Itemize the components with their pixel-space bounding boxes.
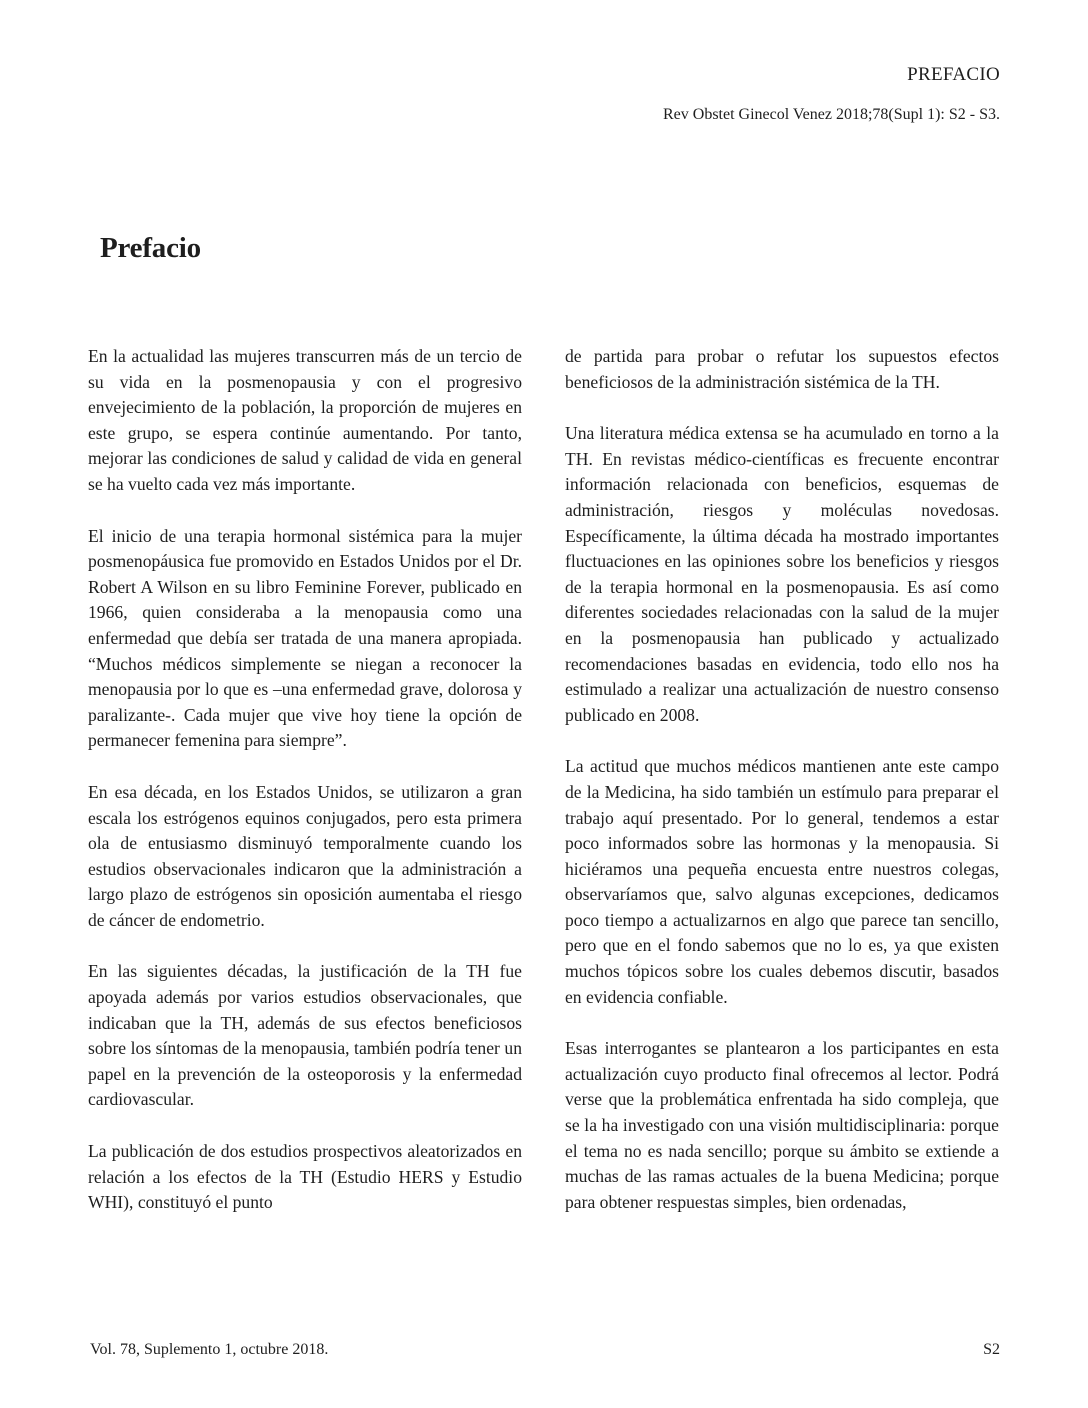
paragraph: En esa década, en los Estados Unidos, se utilizaron a gran escala los estrógenos equinos conjugados, pero esta primera ola de entusiasmo disminuyó temporalmente cuando los estudios observacionales indicaron que la administración a largo plazo de estrógenos sin oposición aumentaba el riesgo de cáncer de endometrio. (88, 781, 522, 930)
left-column (88, 344, 522, 1242)
paragraph: En las siguientes décadas, la justificación de la TH fue apoyada además por varios estudios observacionales, que indicaban que la TH, además de sus efectos beneficiosos sobre los síntomas de la menopausia, también podría tener un papel en la prevención de la osteoporosis y la enfermedad cardiovascular. (88, 961, 522, 1110)
right-column (565, 344, 999, 1241)
article-title: Prefacio (100, 232, 201, 264)
paragraph: Esas interrogantes se plantearon a los participantes en esta actualización cuyo producto final ofrecemos al lector. Podrá verse que la problemática enfrentada ha sido compleja, que se la ha investigado con una visión multidisciplinaria: porque el tema no es nada sencillo; porque su ámbito se extiende a muchas de las ramas actuales de la buena Medicina; porque para obtener respuestas simples, bien ordenadas, (565, 1038, 999, 1212)
paragraph: La publicación de dos estudios prospectivos aleatorizados en relación a los efectos de la TH (Estudio HERS y Estudio WHI), constituyó el punto (88, 1141, 522, 1213)
paragraph: El inicio de una terapia hormonal sistémica para la mujer posmenopáusica fue promovido en Estados Unidos por el Dr. Robert A Wilson en su libro Feminine Forever, publicado en 1966, quien consideraba a la menopausia como una enfermedad que debía ser tratada de una manera apropiada. “Muchos médicos simplemente se niegan a reconocer la menopausia por lo que es –una enfermedad grave, dolorosa y paralizante-. Cada mujer que vive hoy tiene la opción de permanecer femenina para siempre”. (88, 525, 522, 751)
footer-volume: Vol. 78, Suplemento 1, octubre 2018. (90, 1341, 329, 1358)
paragraph: Una literatura médica extensa se ha acumulado en torno a la TH. En revistas médico-científicas es frecuente encontrar información relacionada con beneficios, esquemas de administración, riesgos y moléculas novedosas. Específicamente, la última década ha mostrado importantes fluctuaciones en las opiniones sobre los beneficios y riesgos de la terapia hormonal en la posmenopausia. Es así como diferentes sociedades relacionadas con la salud de la mujer en la posmenopausia han publicado y actualizado recomendaciones basadas en evidencia, todo ello nos ha estimulado a realizar una actualización de nuestro consenso publicado en 2008. (565, 423, 999, 725)
journal-citation: Rev Obstet Ginecol Venez 2018;78(Supl 1): S2 - S3. (662, 106, 1000, 123)
page-number: S2 (983, 1341, 1000, 1358)
paragraph: La actitud que muchos médicos mantienen ante este campo de la Medicina, ha sido también un estímulo para preparar el trabajo aquí presentado. Por lo general, tendemos a estar poco informados sobre las hormonas y la menopausia. Si hiciéramos una pequeña encuesta entre nuestros colegas, observaríamos que, salvo algunas excepciones, dedicamos poco tiempo a actualizarnos en algo que parece tan sencillo, pero que en el fondo sabemos que no lo es, ya que existen muchos tópicos sobre los cuales debemos discutir, basados en evidencia confiable. (565, 756, 999, 1007)
running-head: PREFACIO (907, 64, 1000, 85)
paragraph: de partida para probar o refutar los supuestos efectos beneficiosos de la administración sistémica de la TH. (565, 346, 999, 392)
paragraph: En la actualidad las mujeres transcurren más de un tercio de su vida en la posmenopausia y con el progresivo envejecimiento de la población, la proporción de mujeres en este grupo, se espera continúe aumentando. Por tanto, mejorar las condiciones de salud y calidad de vida en general se ha vuelto cada vez más importante. (88, 346, 522, 494)
